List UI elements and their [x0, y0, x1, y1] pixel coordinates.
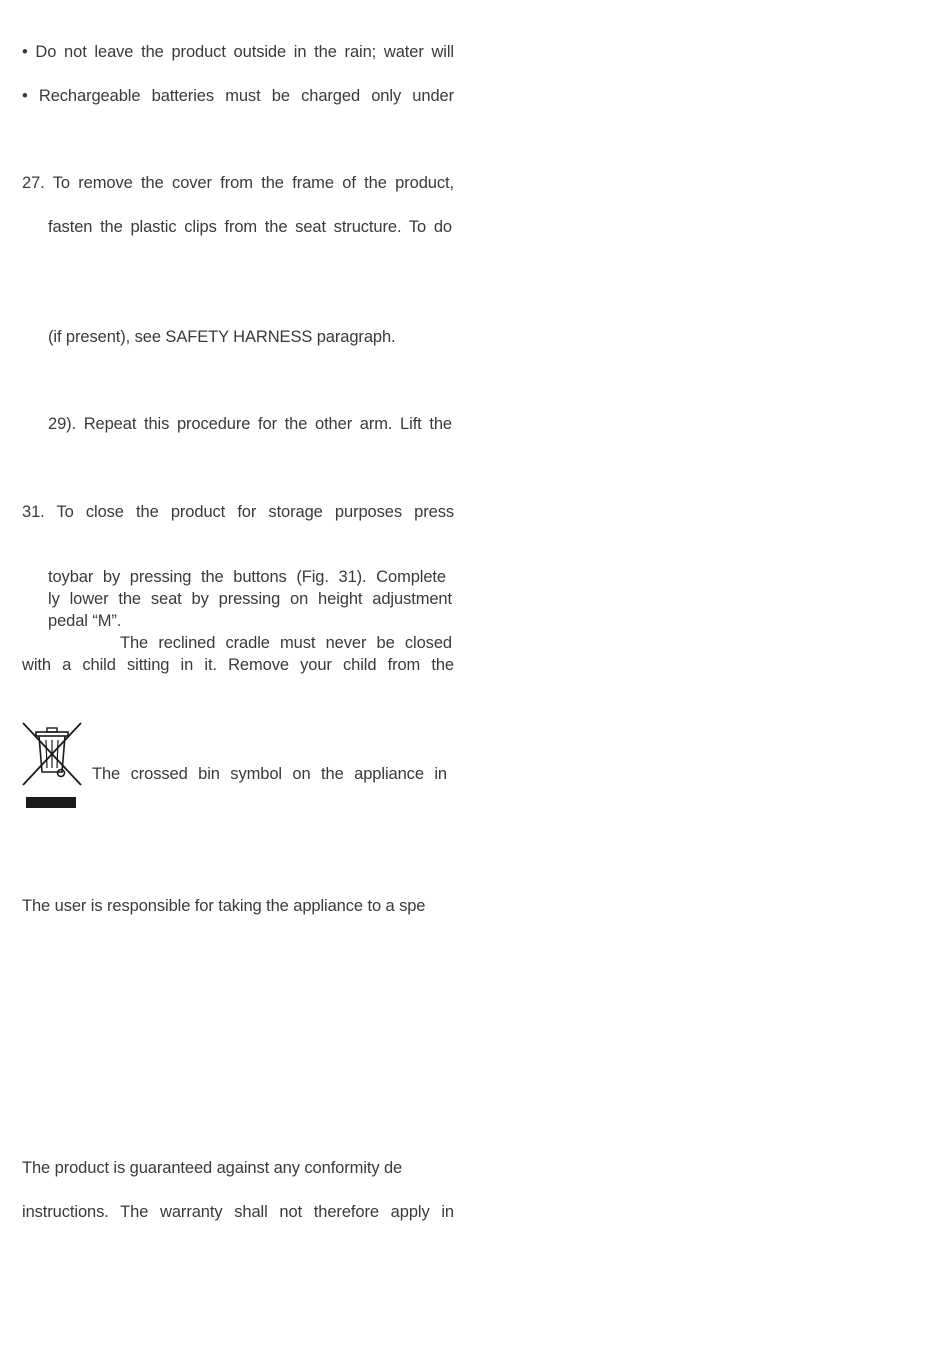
bin-underline-bar	[26, 797, 76, 808]
step-31-pedal: pedal “M”.	[48, 612, 122, 630]
step-27-remove-cover: 27. To remove the cover from the frame of the product,	[22, 174, 454, 192]
step-31-lower-seat: ly lower the seat by pressing on height adjustment	[48, 590, 452, 608]
user-responsibility-text: The user is responsible for taking the appliance to a spe	[22, 897, 426, 915]
weee-disposal-text: The crossed bin symbol on the appliance in	[92, 765, 447, 783]
bullet-battery-charging: • Rechargeable batteries must be charged only under	[22, 87, 454, 105]
warranty-conformity-text: The product is guaranteed against any conformity de	[22, 1159, 403, 1177]
crossed-bin-icon	[22, 722, 82, 786]
warning-cradle-closed: The reclined cradle must never be closed	[120, 634, 452, 652]
step-harness-reference: (if present), see SAFETY HARNESS paragraph.	[48, 328, 396, 346]
step-29-repeat-arm: 29). Repeat this procedure for the other arm. Lift the	[48, 415, 452, 433]
warranty-exclusion-text: instructions. The warranty shall not therefore apply in	[22, 1203, 454, 1221]
bullet-rain-warning: • Do not leave the product outside in the rain; water will	[22, 43, 454, 61]
step-27-fasten-clips: fasten the plastic clips from the seat structure. To do	[48, 218, 452, 236]
warning-remove-child: with a child sitting in it. Remove your child from the	[22, 656, 454, 674]
step-31-toybar: toybar by pressing the buttons (Fig. 31). Complete	[48, 568, 446, 586]
step-31-close-storage: 31. To close the product for storage purposes press	[22, 503, 454, 521]
